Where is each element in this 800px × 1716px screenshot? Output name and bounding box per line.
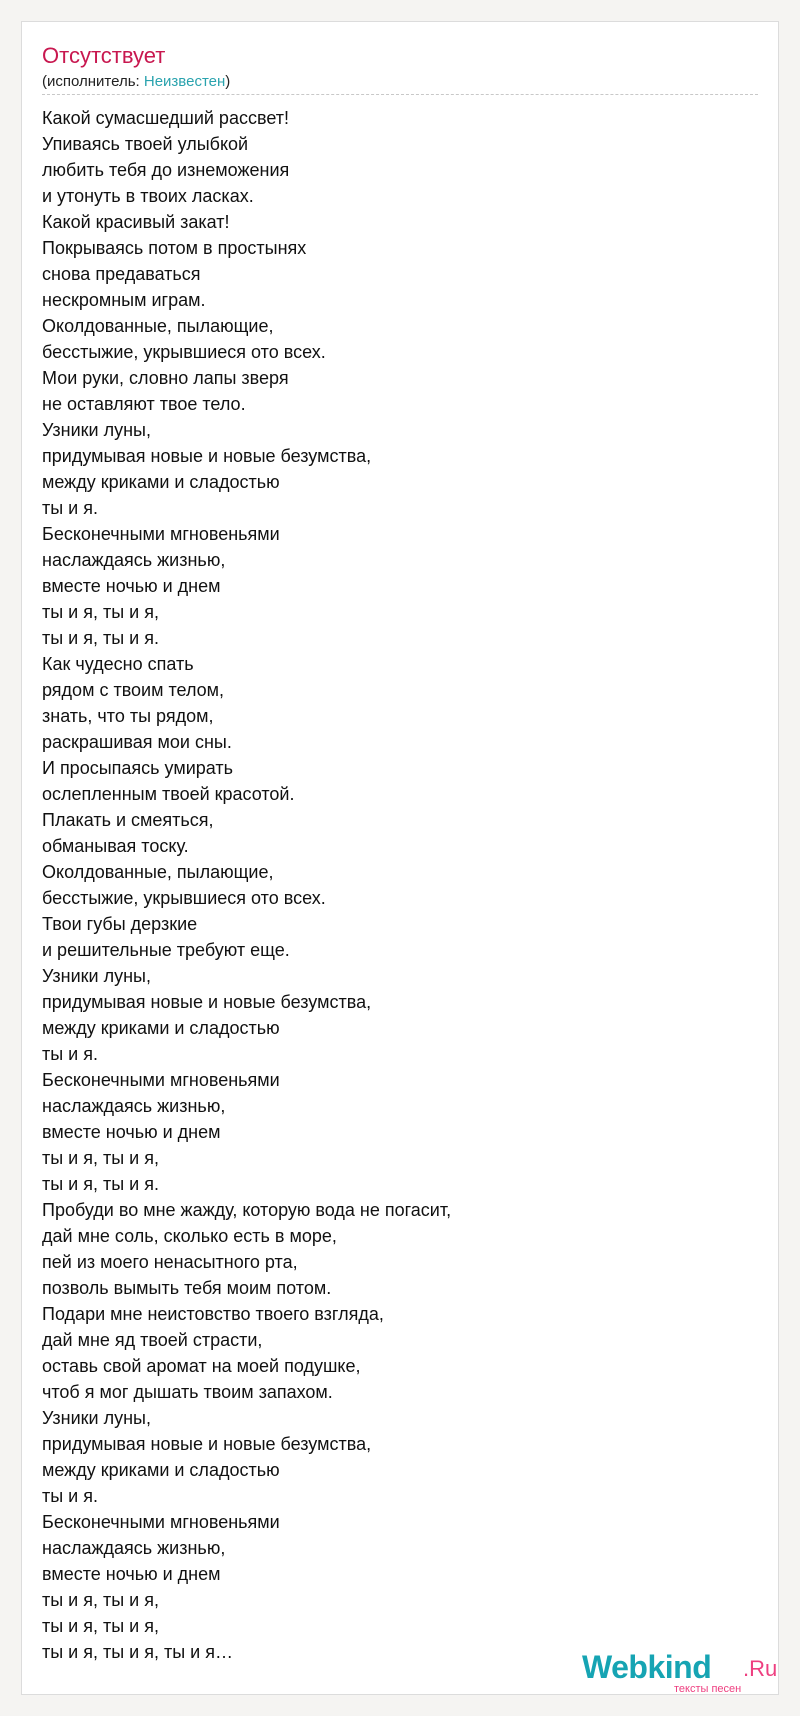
lyric-line: и решительные требуют еще. <box>42 940 290 960</box>
lyric-line: ты и я, ты и я, <box>42 1590 159 1610</box>
lyric-line: Упиваясь твоей улыбкой <box>42 134 249 154</box>
lyric-line: снова предаваться <box>42 264 201 284</box>
lyric-line: рядом с твоим телом, <box>42 680 225 700</box>
lyric-line: Какой красивый закат! <box>42 212 230 232</box>
lyric-line: наслаждаясь жизнью, <box>42 1096 226 1116</box>
lyric-line: ты и я, ты и я, <box>42 1616 159 1636</box>
lyric-line: ты и я, ты и я. <box>42 1174 159 1194</box>
lyric-line: Узники луны, <box>42 420 151 440</box>
song-title: Отсутствует <box>42 43 166 68</box>
lyric-line: любить тебя до изнеможения <box>42 160 290 180</box>
lyric-line: наслаждаясь жизнью, <box>42 1538 226 1558</box>
lyric-line: дай мне соль, сколько есть в море, <box>42 1226 337 1246</box>
lyric-line: наслаждаясь жизнью, <box>42 550 226 570</box>
lyric-line: Околдованные, пылающие, <box>42 316 274 336</box>
lyric-line: оставь свой аромат на моей подушке, <box>42 1356 361 1376</box>
lyric-line: придумывая новые и новые безумства, <box>42 1434 372 1454</box>
lyric-line: ты и я. <box>42 1486 98 1506</box>
lyric-line: дай мне яд твоей страсти, <box>42 1330 263 1350</box>
logo-domain: .Ru <box>743 1656 778 1681</box>
lyric-line: Бесконечными мгновеньями <box>42 1512 280 1532</box>
title-divider <box>42 94 758 95</box>
lyric-line: Мои руки, словно лапы зверя <box>42 368 289 388</box>
lyric-line: Как чудесно спать <box>42 654 194 674</box>
lyric-line: ты и я, ты и я, <box>42 1148 159 1168</box>
lyric-line: обманывая тоску. <box>42 836 189 856</box>
logo-name: Webkind <box>582 1649 712 1685</box>
lyric-line: и утонуть в твоих ласках. <box>42 186 254 206</box>
lyric-line: ослепленным твоей красотой. <box>42 784 295 804</box>
artist-link[interactable]: Неизвестен <box>143 73 226 90</box>
lyric-line: Твои губы дерзкие <box>42 914 198 934</box>
lyric-line: ты и я, ты и я. <box>42 628 159 648</box>
lyric-line: Бесконечными мгновеньями <box>42 524 280 544</box>
lyric-line: бесстыжие, укрывшиеся ото всех. <box>42 342 326 362</box>
lyrics-text <box>42 105 451 1665</box>
lyric-line: знать, что ты рядом, <box>42 706 214 726</box>
artist-prefix: (исполнитель: <box>42 73 144 90</box>
lyric-line: ты и я, ты и я, ты и я… <box>42 1642 233 1662</box>
lyric-line: нескромным играм. <box>42 290 206 310</box>
lyric-line: раскрашивая мои сны. <box>42 732 232 752</box>
lyric-line: Подари мне неистовство твоего взгляда, <box>42 1304 384 1324</box>
lyric-line: ты и я. <box>42 498 98 518</box>
lyric-line: бесстыжие, укрывшиеся ото всех. <box>42 888 326 908</box>
lyric-line: не оставляют твое тело. <box>42 394 246 414</box>
lyric-line: придумывая новые и новые безумства, <box>42 992 372 1012</box>
lyric-line: Бесконечными мгновеньями <box>42 1070 280 1090</box>
lyric-line: чтоб я мог дышать твоим запахом. <box>42 1382 333 1402</box>
lyric-line: между криками и сладостью <box>42 1460 280 1480</box>
lyric-line: Околдованные, пылающие, <box>42 862 274 882</box>
lyric-line: вместе ночью и днем <box>42 1122 221 1142</box>
lyric-line: пей из моего ненасытного рта, <box>42 1252 298 1272</box>
lyric-line: между криками и сладостью <box>42 472 280 492</box>
lyric-line: ты и я. <box>42 1044 98 1064</box>
artist-suffix: ) <box>225 73 231 90</box>
lyric-line: придумывая новые и новые безумства, <box>42 446 372 466</box>
artist-line <box>42 72 230 92</box>
lyric-line: вместе ночью и днем <box>42 576 221 596</box>
site-logo[interactable] <box>582 1649 778 1695</box>
lyric-line: Узники луны, <box>42 966 151 986</box>
lyric-line: Плакать и смеяться, <box>42 810 214 830</box>
lyric-line: И просыпаясь умирать <box>42 758 234 778</box>
lyric-line: позволь вымыть тебя моим потом. <box>42 1278 332 1298</box>
lyric-line: ты и я, ты и я, <box>42 602 159 622</box>
lyric-line: Покрываясь потом в простынях <box>42 238 307 258</box>
logo-tagline: тексты песен <box>674 1683 742 1695</box>
lyric-line: вместе ночью и днем <box>42 1564 221 1584</box>
lyric-line: Пробуди во мне жажду, которую вода не погасит, <box>42 1200 452 1220</box>
lyric-line: между криками и сладостью <box>42 1018 280 1038</box>
lyric-line: Узники луны, <box>42 1408 151 1428</box>
lyric-line: Какой сумасшедший рассвет! <box>42 108 289 128</box>
